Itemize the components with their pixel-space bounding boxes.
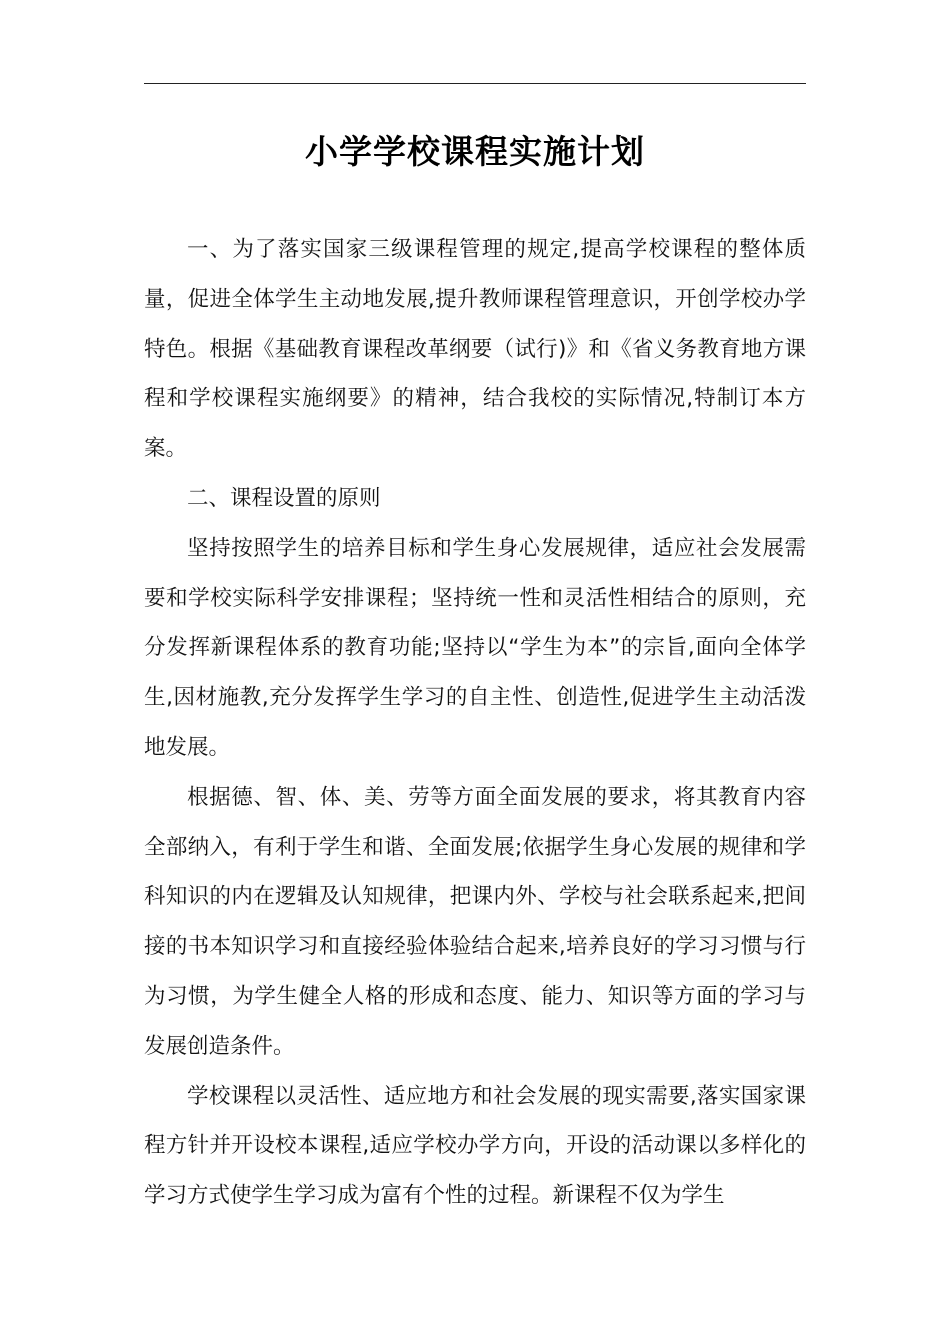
document-title: 小学学校课程实施计划 (305, 132, 645, 171)
paragraph-school-curriculum: 学校课程以灵活性、适应地方和社会发展的现实需要,落实国家课程方针并开设校本课程,适应学校办学方向，开设的活动课以多样化的学习方式使学生学习成为富有个性的过程。新课程不仅为学生 (144, 1083, 806, 1209)
paragraph-principles: 坚持按照学生的培养目标和学生身心发展规律，适应社会发展需要和学校实际科学安排课程；坚持统一性和灵活性相结合的原则，充分发挥新课程体系的教育功能;坚持以“学生为本”的宗旨,面向全体学生,因材施教,充分发挥学生学习的自主性、创造性,促进学生主动活泼地发展。 (144, 535, 806, 760)
header-rule (144, 83, 806, 84)
paragraph-development: 根据德、智、体、美、劳等方面全面发展的要求，将其教育内容全部纳入，有利于学生和谐、全面发展;依据学生身心发展的规律和学科知识的内在逻辑及认知规律，把课内外、学校与社会联系起来,把间接的书本知识学习和直接经验体验结合起来,培养良好的学习习惯与行为习惯，为学生健全人格的形成和态度、能力、知识等方面的学习与发展创造条件。 (144, 784, 806, 1059)
paragraph-intro: 一、为了落实国家三级课程管理的规定,提高学校课程的整体质量，促进全体学生主动地发展,提升教师课程管理意识，开创学校办学特色。根据《基础教育课程改革纲要（试行)》和《省义务教育地方课程和学校课程实施纲要》的精神，结合我校的实际情况,特制订本方案。 (144, 237, 806, 462)
document-body (144, 225, 806, 1221)
section-heading-principles: 二、课程设置的原则 (187, 485, 381, 511)
